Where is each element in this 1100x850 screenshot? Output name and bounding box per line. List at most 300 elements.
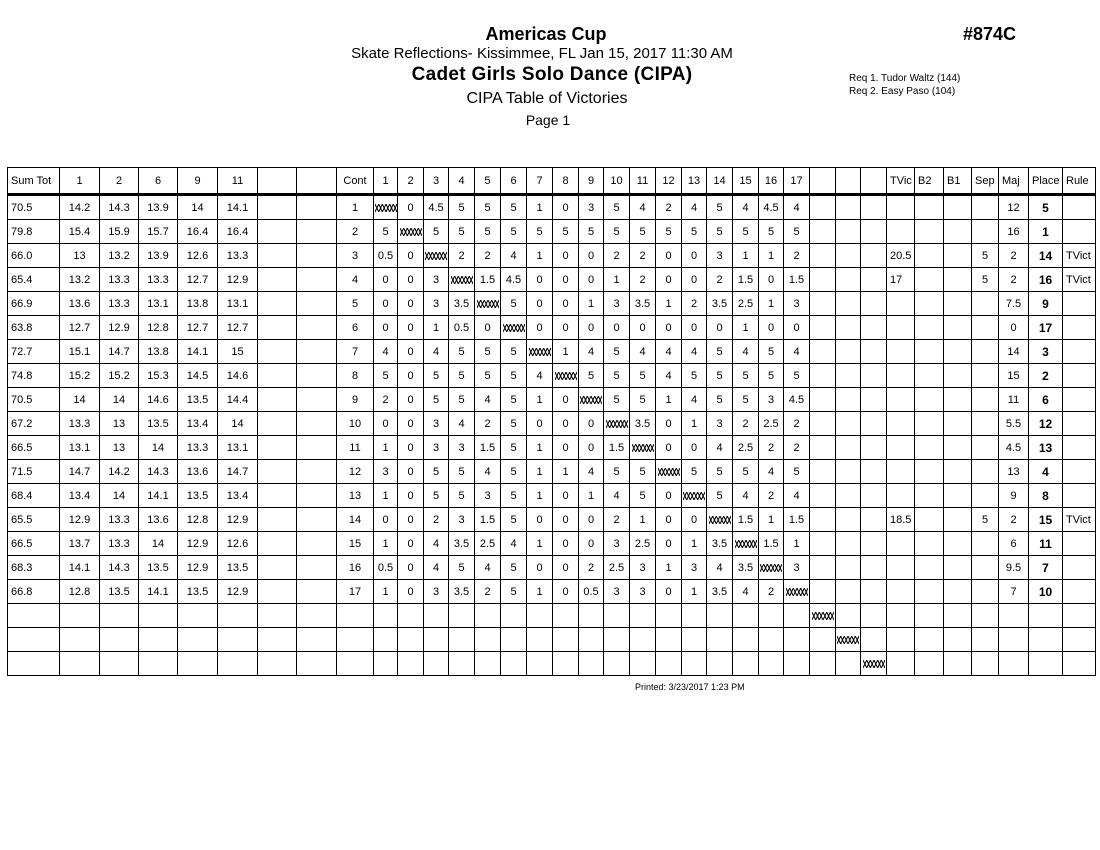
column-header: 14 bbox=[707, 168, 733, 195]
victory-cell: 1.5 bbox=[784, 268, 810, 292]
victory-cell bbox=[475, 628, 501, 652]
judge-score-cell: 13.5 bbox=[178, 484, 218, 508]
victory-cell bbox=[810, 244, 836, 268]
victory-cell: 2.5 bbox=[630, 532, 656, 556]
sep-cell bbox=[972, 292, 999, 316]
victory-cell: 0 bbox=[630, 316, 656, 340]
victory-cell: 0 bbox=[579, 316, 604, 340]
victory-cell: 3.5 bbox=[733, 556, 759, 580]
judge-score-cell: 12.9 bbox=[100, 316, 139, 340]
b1-cell bbox=[944, 628, 972, 652]
sum-total-cell: 66.9 bbox=[8, 292, 60, 316]
judge-score-cell: 13.6 bbox=[178, 460, 218, 484]
sep-cell bbox=[972, 460, 999, 484]
rule-cell: TVict bbox=[1063, 508, 1096, 532]
sep-cell bbox=[972, 340, 999, 364]
table-row bbox=[8, 412, 1096, 436]
victory-cell bbox=[836, 316, 861, 340]
victory-cell: 0 bbox=[579, 412, 604, 436]
victory-cell bbox=[861, 580, 887, 604]
contestant-number-cell: 2 bbox=[337, 220, 374, 244]
victory-cell bbox=[656, 652, 682, 676]
judge-score-cell: 12.9 bbox=[178, 532, 218, 556]
b2-cell bbox=[915, 292, 944, 316]
b2-cell bbox=[915, 532, 944, 556]
judge-score-cell: 13 bbox=[60, 244, 100, 268]
column-header: 4 bbox=[449, 168, 475, 195]
spacer-cell bbox=[258, 556, 297, 580]
table-row bbox=[8, 628, 1096, 652]
crossed-out-icon bbox=[683, 492, 705, 500]
victory-cell bbox=[810, 364, 836, 388]
contestant-number-cell: 15 bbox=[337, 532, 374, 556]
victory-cell: 5 bbox=[604, 220, 630, 244]
victory-cell bbox=[553, 652, 579, 676]
rule-cell bbox=[1063, 220, 1096, 244]
victory-cell: 5 bbox=[630, 388, 656, 412]
judge-score-cell: 13.6 bbox=[60, 292, 100, 316]
sep-cell bbox=[972, 412, 999, 436]
b1-cell bbox=[944, 556, 972, 580]
victory-cell: 2 bbox=[784, 412, 810, 436]
victory-cell: 2.5 bbox=[604, 556, 630, 580]
victory-cell bbox=[501, 628, 527, 652]
tvic-cell bbox=[887, 460, 915, 484]
victory-cell: 5 bbox=[784, 364, 810, 388]
table-row bbox=[8, 220, 1096, 244]
column-header: 11 bbox=[630, 168, 656, 195]
victory-cell: 3 bbox=[630, 580, 656, 604]
victory-cell: 1 bbox=[424, 316, 449, 340]
victory-cell: 0 bbox=[553, 388, 579, 412]
victory-cell: 3.5 bbox=[449, 580, 475, 604]
majority-cell: 16 bbox=[999, 220, 1029, 244]
victory-cell: 0 bbox=[374, 412, 398, 436]
sum-total-cell: 66.5 bbox=[8, 532, 60, 556]
event-name: Cadet Girls Solo Dance (CIPA) bbox=[411, 64, 693, 85]
judge-score-cell bbox=[60, 652, 100, 676]
victory-cell: 5 bbox=[630, 484, 656, 508]
victory-cell: 0 bbox=[527, 508, 553, 532]
victory-cell: 0 bbox=[398, 508, 424, 532]
rule-cell bbox=[1063, 316, 1096, 340]
spacer-cell bbox=[297, 412, 337, 436]
victory-cell: 2 bbox=[733, 412, 759, 436]
judge-score-cell bbox=[139, 604, 178, 628]
majority-cell: 9 bbox=[999, 484, 1029, 508]
victory-cell: 5 bbox=[501, 292, 527, 316]
victory-cell: 3 bbox=[784, 292, 810, 316]
printed-timestamp: Printed: 3/23/2017 1:23 PM bbox=[635, 682, 745, 692]
victory-cell: 1 bbox=[527, 436, 553, 460]
victory-cell: 4 bbox=[733, 580, 759, 604]
sep-cell bbox=[972, 580, 999, 604]
victory-cell: 2.5 bbox=[759, 412, 784, 436]
victory-cell bbox=[836, 556, 861, 580]
spacer-cell bbox=[297, 556, 337, 580]
victory-cell: 0 bbox=[527, 556, 553, 580]
victory-cell bbox=[810, 436, 836, 460]
victory-cell: 0 bbox=[527, 268, 553, 292]
victory-cell bbox=[374, 604, 398, 628]
tvic-cell bbox=[887, 436, 915, 460]
table-row bbox=[8, 436, 1096, 460]
judge-score-cell bbox=[100, 652, 139, 676]
judge-score-cell: 13.1 bbox=[139, 292, 178, 316]
victory-cell bbox=[861, 532, 887, 556]
place-cell: 13 bbox=[1029, 436, 1063, 460]
victory-cell: 1 bbox=[374, 484, 398, 508]
victory-cell bbox=[836, 388, 861, 412]
victory-cell: 2 bbox=[707, 268, 733, 292]
crossed-out-icon bbox=[658, 468, 680, 476]
tvic-cell bbox=[887, 580, 915, 604]
victory-cell bbox=[836, 652, 861, 676]
competition-title: Americas Cup bbox=[485, 24, 607, 44]
victory-cell: 3.5 bbox=[630, 292, 656, 316]
victory-cell: 5 bbox=[501, 195, 527, 220]
self-comparison-cell bbox=[449, 268, 475, 292]
victory-cell: 1 bbox=[682, 580, 707, 604]
victory-cell bbox=[682, 652, 707, 676]
b2-cell bbox=[915, 220, 944, 244]
tvic-cell bbox=[887, 652, 915, 676]
table-row bbox=[8, 364, 1096, 388]
column-header bbox=[836, 168, 861, 195]
victory-cell: 1.5 bbox=[604, 436, 630, 460]
judge-score-cell bbox=[218, 628, 258, 652]
spacer-cell bbox=[297, 508, 337, 532]
victory-cell: 4 bbox=[527, 364, 553, 388]
victory-cell bbox=[836, 484, 861, 508]
victory-cell: 0 bbox=[656, 484, 682, 508]
place-cell: 8 bbox=[1029, 484, 1063, 508]
sep-cell bbox=[972, 195, 999, 220]
requirement-2: Req 2. Easy Paso (104) bbox=[849, 86, 956, 97]
rule-cell bbox=[1063, 388, 1096, 412]
victory-cell: 5 bbox=[449, 484, 475, 508]
tvic-cell bbox=[887, 220, 915, 244]
victory-cell: 1 bbox=[656, 556, 682, 580]
judge-score-cell: 13.1 bbox=[218, 436, 258, 460]
victory-cell: 4 bbox=[733, 340, 759, 364]
victory-cell: 2 bbox=[630, 268, 656, 292]
victory-cell: 3 bbox=[424, 580, 449, 604]
victory-cell bbox=[836, 580, 861, 604]
victory-cell: 0 bbox=[604, 316, 630, 340]
victory-cell: 5 bbox=[656, 220, 682, 244]
judge-score-cell: 12.6 bbox=[178, 244, 218, 268]
judge-score-cell: 12.9 bbox=[218, 268, 258, 292]
page-number: Page 1 bbox=[525, 112, 571, 128]
judge-score-cell: 13.5 bbox=[218, 556, 258, 580]
victory-cell bbox=[656, 628, 682, 652]
victory-cell: 4 bbox=[682, 195, 707, 220]
self-comparison-cell bbox=[836, 628, 861, 652]
crossed-out-icon bbox=[837, 636, 859, 644]
victory-cell: 3 bbox=[424, 436, 449, 460]
victory-cell: 1 bbox=[527, 388, 553, 412]
column-header: TVic bbox=[887, 168, 915, 195]
b1-cell bbox=[944, 580, 972, 604]
self-comparison-cell bbox=[656, 460, 682, 484]
victory-cell: 1 bbox=[527, 484, 553, 508]
judge-score-cell: 12.9 bbox=[60, 508, 100, 532]
judge-score-cell: 12.8 bbox=[60, 580, 100, 604]
b1-cell bbox=[944, 460, 972, 484]
sum-total-cell bbox=[8, 628, 60, 652]
victory-cell bbox=[836, 412, 861, 436]
victory-cell bbox=[861, 316, 887, 340]
contestant-number-cell: 13 bbox=[337, 484, 374, 508]
victory-cell bbox=[836, 532, 861, 556]
crossed-out-icon bbox=[555, 372, 577, 380]
sum-total-cell: 79.8 bbox=[8, 220, 60, 244]
contestant-number-cell: 17 bbox=[337, 580, 374, 604]
victory-cell: 4 bbox=[707, 556, 733, 580]
victory-cell: 0 bbox=[553, 508, 579, 532]
victory-cell bbox=[861, 604, 887, 628]
judge-score-cell bbox=[100, 604, 139, 628]
victory-cell bbox=[836, 244, 861, 268]
sum-total-cell: 67.2 bbox=[8, 412, 60, 436]
victory-cell: 0 bbox=[475, 316, 501, 340]
victory-cell: 2 bbox=[604, 508, 630, 532]
b2-cell bbox=[915, 195, 944, 220]
victory-cell: 5 bbox=[501, 436, 527, 460]
victory-cell: 4 bbox=[475, 460, 501, 484]
victory-cell: 1.5 bbox=[759, 532, 784, 556]
spacer-cell bbox=[297, 388, 337, 412]
tvic-cell bbox=[887, 364, 915, 388]
table-row bbox=[8, 580, 1096, 604]
column-header: 2 bbox=[100, 168, 139, 195]
place-cell bbox=[1029, 604, 1063, 628]
b2-cell bbox=[915, 412, 944, 436]
spacer-cell bbox=[258, 604, 297, 628]
rule-cell bbox=[1063, 195, 1096, 220]
spacer-cell bbox=[297, 244, 337, 268]
victory-cell: 5 bbox=[501, 556, 527, 580]
place-cell: 6 bbox=[1029, 388, 1063, 412]
judge-score-cell: 14.5 bbox=[178, 364, 218, 388]
victory-cell: 2 bbox=[759, 436, 784, 460]
victory-cell: 1 bbox=[733, 244, 759, 268]
judge-score-cell: 15.2 bbox=[100, 364, 139, 388]
sum-total-cell: 74.8 bbox=[8, 364, 60, 388]
tvic-cell bbox=[887, 412, 915, 436]
victory-cell bbox=[810, 412, 836, 436]
venue-and-date: Skate Reflections- Kissimmee, FL Jan 15, 2017 11:30 AM bbox=[351, 45, 733, 62]
victory-cell: 1.5 bbox=[733, 508, 759, 532]
place-cell: 10 bbox=[1029, 580, 1063, 604]
place-cell: 11 bbox=[1029, 532, 1063, 556]
place-cell: 3 bbox=[1029, 340, 1063, 364]
judge-score-cell: 13.8 bbox=[178, 292, 218, 316]
contestant-number-cell bbox=[337, 628, 374, 652]
victory-cell: 5 bbox=[604, 195, 630, 220]
victory-cell bbox=[836, 292, 861, 316]
victory-cell bbox=[424, 604, 449, 628]
contestant-number-cell: 6 bbox=[337, 316, 374, 340]
victory-cell: 0 bbox=[398, 460, 424, 484]
judge-score-cell: 13.3 bbox=[218, 244, 258, 268]
victory-cell: 5 bbox=[449, 195, 475, 220]
victory-cell: 0 bbox=[656, 436, 682, 460]
sum-total-cell: 72.7 bbox=[8, 340, 60, 364]
victory-cell: 5 bbox=[604, 340, 630, 364]
sum-total-cell: 66.8 bbox=[8, 580, 60, 604]
victory-cell: 0 bbox=[656, 268, 682, 292]
b1-cell bbox=[944, 388, 972, 412]
sep-cell bbox=[972, 484, 999, 508]
victory-cell: 5 bbox=[707, 195, 733, 220]
victory-cell: 1 bbox=[604, 268, 630, 292]
victory-cell: 3 bbox=[784, 556, 810, 580]
victory-cell bbox=[449, 604, 475, 628]
victory-cell: 0.5 bbox=[579, 580, 604, 604]
judge-score-cell: 13.7 bbox=[60, 532, 100, 556]
column-header: Rule bbox=[1063, 168, 1096, 195]
rule-cell bbox=[1063, 292, 1096, 316]
victory-cell bbox=[784, 604, 810, 628]
column-header: 17 bbox=[784, 168, 810, 195]
victory-cell: 2 bbox=[759, 484, 784, 508]
column-header: 8 bbox=[553, 168, 579, 195]
victory-cell bbox=[579, 652, 604, 676]
victory-cell: 1 bbox=[527, 460, 553, 484]
victory-cell: 1 bbox=[759, 244, 784, 268]
tvic-cell bbox=[887, 628, 915, 652]
judge-score-cell: 16.4 bbox=[218, 220, 258, 244]
victory-cell: 5 bbox=[501, 580, 527, 604]
b2-cell bbox=[915, 508, 944, 532]
victory-cell: 4.5 bbox=[501, 268, 527, 292]
victory-cell: 0 bbox=[398, 292, 424, 316]
table-row bbox=[8, 244, 1096, 268]
place-cell: 2 bbox=[1029, 364, 1063, 388]
rule-cell: TVict bbox=[1063, 244, 1096, 268]
victory-cell: 3 bbox=[604, 532, 630, 556]
victory-cell: 4.5 bbox=[759, 195, 784, 220]
spacer-cell bbox=[258, 292, 297, 316]
victory-cell: 5 bbox=[579, 364, 604, 388]
tvic-cell bbox=[887, 340, 915, 364]
victory-cell: 0 bbox=[553, 556, 579, 580]
sep-cell bbox=[972, 364, 999, 388]
majority-cell: 0 bbox=[999, 316, 1029, 340]
victory-cell bbox=[682, 628, 707, 652]
spacer-cell bbox=[258, 652, 297, 676]
spacer-cell bbox=[297, 652, 337, 676]
self-comparison-cell bbox=[861, 652, 887, 676]
spacer-cell bbox=[258, 364, 297, 388]
self-comparison-cell bbox=[553, 364, 579, 388]
victory-cell: 0 bbox=[398, 268, 424, 292]
column-header: 6 bbox=[501, 168, 527, 195]
spacer-cell bbox=[258, 268, 297, 292]
victory-cell: 3.5 bbox=[707, 532, 733, 556]
victory-cell: 1 bbox=[374, 580, 398, 604]
victory-cell: 4 bbox=[449, 412, 475, 436]
victory-cell bbox=[759, 652, 784, 676]
victory-cell: 4 bbox=[501, 532, 527, 556]
victory-cell: 4 bbox=[656, 364, 682, 388]
sum-total-cell bbox=[8, 604, 60, 628]
sum-total-cell: 68.3 bbox=[8, 556, 60, 580]
victory-cell: 5 bbox=[733, 388, 759, 412]
victory-cell: 2 bbox=[604, 244, 630, 268]
victory-cell bbox=[810, 508, 836, 532]
column-header: Cont bbox=[337, 168, 374, 195]
table-row bbox=[8, 604, 1096, 628]
column-header: 12 bbox=[656, 168, 682, 195]
victory-cell bbox=[836, 460, 861, 484]
self-comparison-cell bbox=[759, 556, 784, 580]
victory-cell: 2 bbox=[374, 388, 398, 412]
victory-cell: 3.5 bbox=[449, 292, 475, 316]
judge-score-cell: 13 bbox=[100, 436, 139, 460]
judge-score-cell: 13.9 bbox=[139, 195, 178, 220]
judge-score-cell: 14 bbox=[218, 412, 258, 436]
victory-cell: 5 bbox=[707, 220, 733, 244]
victory-cell: 0 bbox=[682, 244, 707, 268]
judge-score-cell: 15.7 bbox=[139, 220, 178, 244]
requirement-1: Req 1. Tudor Waltz (144) bbox=[849, 73, 961, 84]
victory-cell: 1 bbox=[759, 292, 784, 316]
victory-cell: 5 bbox=[501, 412, 527, 436]
victory-cell: 3 bbox=[449, 436, 475, 460]
victory-cell: 0 bbox=[553, 484, 579, 508]
victory-cell: 2 bbox=[579, 556, 604, 580]
table-row bbox=[8, 316, 1096, 340]
victory-cell: 2 bbox=[784, 436, 810, 460]
judge-score-cell: 13.3 bbox=[100, 292, 139, 316]
tvic-cell bbox=[887, 316, 915, 340]
victory-cell: 5 bbox=[475, 220, 501, 244]
crossed-out-icon bbox=[760, 564, 782, 572]
judge-score-cell: 13.4 bbox=[178, 412, 218, 436]
place-cell: 7 bbox=[1029, 556, 1063, 580]
column-header: 11 bbox=[218, 168, 258, 195]
victory-cell: 1.5 bbox=[784, 508, 810, 532]
judge-score-cell: 12.7 bbox=[178, 268, 218, 292]
victory-cell bbox=[810, 195, 836, 220]
judge-score-cell: 14.3 bbox=[100, 195, 139, 220]
victory-cell bbox=[836, 195, 861, 220]
victory-cell bbox=[398, 604, 424, 628]
victory-cell bbox=[784, 628, 810, 652]
judge-score-cell bbox=[218, 652, 258, 676]
victory-cell: 0 bbox=[579, 508, 604, 532]
rule-cell bbox=[1063, 412, 1096, 436]
victory-cell bbox=[733, 652, 759, 676]
spacer-cell bbox=[258, 436, 297, 460]
judge-score-cell: 12.9 bbox=[218, 508, 258, 532]
victory-cell: 1 bbox=[374, 532, 398, 556]
victory-cell: 4 bbox=[424, 340, 449, 364]
victory-cell: 3 bbox=[707, 244, 733, 268]
victory-cell: 5 bbox=[630, 220, 656, 244]
sum-total-cell: 70.5 bbox=[8, 195, 60, 220]
judge-score-cell bbox=[139, 628, 178, 652]
victory-cell: 5 bbox=[604, 388, 630, 412]
judge-score-cell: 14.1 bbox=[60, 556, 100, 580]
place-cell: 16 bbox=[1029, 268, 1063, 292]
spacer-cell bbox=[258, 388, 297, 412]
column-header: 1 bbox=[60, 168, 100, 195]
self-comparison-cell bbox=[475, 292, 501, 316]
